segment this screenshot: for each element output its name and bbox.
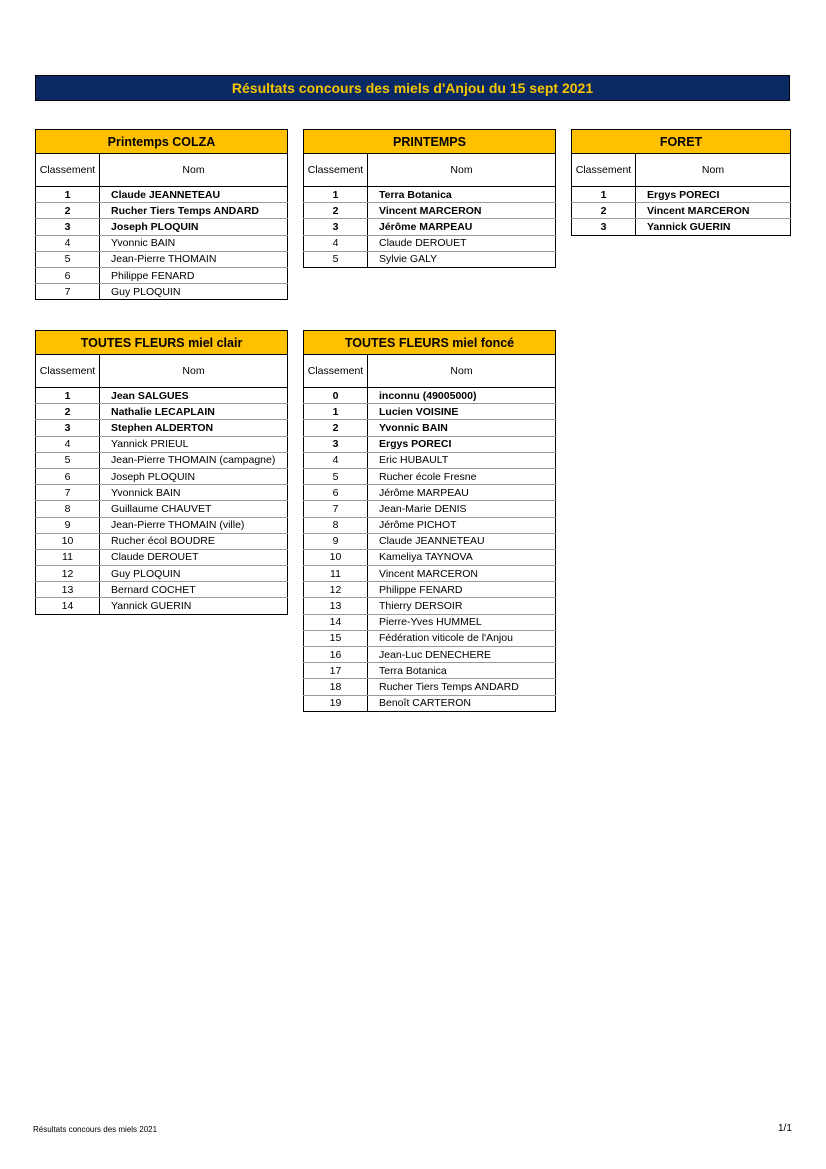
column-header-rank: Classement [36,154,100,187]
table-row [36,485,288,501]
name-cell: Philippe FENARD [100,267,288,283]
table-row [304,598,556,614]
name-cell: Terra Botanica [368,187,556,203]
results-table-printemps-colza [35,129,288,300]
table-row [36,436,288,452]
rank-cell: 7 [36,284,100,300]
name-cell: Yvonnic BAIN [100,235,288,251]
table-row [36,267,288,283]
rank-cell: 5 [304,251,368,267]
table-row [304,549,556,565]
name-cell: Rucher Tiers Temps ANDARD [100,203,288,219]
results-table-toutes-fleurs-fonce [303,330,556,712]
footer-page-number: 1/1 [778,1123,792,1134]
name-cell: Jean-Pierre THOMAIN [100,251,288,267]
category-header: TOUTES FLEURS miel foncé [304,331,556,355]
results-table-foret [571,129,791,236]
column-header-rank: Classement [304,154,368,187]
rank-cell: 3 [36,420,100,436]
table-row [36,598,288,614]
name-cell: Stephen ALDERTON [100,420,288,436]
table-row [36,468,288,484]
category-header: FORET [572,130,791,154]
name-cell: Claude JEANNETEAU [368,533,556,549]
rank-cell: 1 [572,187,636,203]
rank-cell: 4 [36,436,100,452]
name-cell: Joseph PLOQUIN [100,468,288,484]
name-cell: Joseph PLOQUIN [100,219,288,235]
table-row [304,533,556,549]
rank-cell: 6 [36,267,100,283]
table-row [36,219,288,235]
rank-cell: 11 [36,549,100,565]
column-header-rank: Classement [36,355,100,388]
name-cell: Rucher Tiers Temps ANDARD [368,679,556,695]
rank-cell: 13 [304,598,368,614]
table-row [304,582,556,598]
name-cell: Sylvie GALY [368,251,556,267]
results-table-toutes-fleurs-clair [35,330,288,615]
table-row [304,203,556,219]
rank-cell: 18 [304,679,368,695]
rank-cell: 2 [572,203,636,219]
column-header-name: Nom [368,154,556,187]
rank-cell: 14 [304,614,368,630]
category-header: TOUTES FLEURS miel clair [36,331,288,355]
table-row [36,284,288,300]
table-row [36,404,288,420]
table-row [304,251,556,267]
name-cell: Fédération viticole de l'Anjou [368,630,556,646]
rank-cell: 3 [572,219,636,235]
rank-cell: 1 [304,404,368,420]
table-row [36,517,288,533]
name-cell: Ergys PORECI [636,187,791,203]
category-header: PRINTEMPS [304,130,556,154]
rank-cell: 17 [304,663,368,679]
table-row [304,501,556,517]
table-row [36,203,288,219]
name-cell: Rucher école Fresne [368,468,556,484]
table-row [36,420,288,436]
rank-cell: 10 [304,549,368,565]
rank-cell: 14 [36,598,100,614]
name-cell: Yannick GUERIN [636,219,791,235]
table-row [304,187,556,203]
rank-cell: 1 [304,187,368,203]
column-header-name: Nom [368,355,556,388]
page-title: Résultats concours des miels d'Anjou du 15 sept 2021 [35,75,790,101]
name-cell: Yvonnic BAIN [368,420,556,436]
name-cell: Jean-Luc DENECHERE [368,647,556,663]
table-row [304,695,556,711]
table-row [304,566,556,582]
rank-cell: 8 [304,517,368,533]
table-row [36,251,288,267]
table-row [36,501,288,517]
table-row [304,420,556,436]
rank-cell: 2 [304,203,368,219]
table-row [36,388,288,404]
rank-cell: 19 [304,695,368,711]
category-header: Printemps COLZA [36,130,288,154]
rank-cell: 5 [36,452,100,468]
rank-cell: 5 [304,468,368,484]
name-cell: Claude DEROUET [100,549,288,565]
name-cell: Benoît CARTERON [368,695,556,711]
rank-cell: 8 [36,501,100,517]
rank-cell: 1 [36,388,100,404]
column-header-rank: Classement [304,355,368,388]
rank-cell: 9 [304,533,368,549]
table-row [304,388,556,404]
rank-cell: 15 [304,630,368,646]
table-row [304,679,556,695]
rank-cell: 9 [36,517,100,533]
name-cell: Ergys PORECI [368,436,556,452]
name-cell: Lucien VOISINE [368,404,556,420]
name-cell: Jean SALGUES [100,388,288,404]
column-header-name: Nom [100,154,288,187]
name-cell: Nathalie LECAPLAIN [100,404,288,420]
table-row [572,203,791,219]
name-cell: Vincent MARCERON [368,203,556,219]
rank-cell: 4 [304,452,368,468]
name-cell: Jérôme MARPEAU [368,219,556,235]
name-cell: Yvonnick BAIN [100,485,288,501]
table-row [572,219,791,235]
footer-document-name: Résultats concours des miels 2021 [33,1125,158,1134]
rank-cell: 6 [304,485,368,501]
rank-cell: 0 [304,388,368,404]
table-row [36,452,288,468]
table-row [36,582,288,598]
table-row [304,614,556,630]
rank-cell: 13 [36,582,100,598]
name-cell: Jean-Pierre THOMAIN (campagne) [100,452,288,468]
table-row [304,468,556,484]
table-row [304,663,556,679]
name-cell: Kameliya TAYNOVA [368,549,556,565]
rank-cell: 16 [304,647,368,663]
rank-cell: 10 [36,533,100,549]
rank-cell: 12 [304,582,368,598]
table-row [36,235,288,251]
name-cell: Yannick PRIEUL [100,436,288,452]
column-header-name: Nom [100,355,288,388]
rank-cell: 7 [36,485,100,501]
name-cell: Guy PLOQUIN [100,284,288,300]
rank-cell: 2 [304,420,368,436]
name-cell: Philippe FENARD [368,582,556,598]
rank-cell: 11 [304,566,368,582]
name-cell: Eric HUBAULT [368,452,556,468]
name-cell: Yannick GUERIN [100,598,288,614]
column-header-rank: Classement [572,154,636,187]
table-row [304,485,556,501]
table-row [36,549,288,565]
results-table-printemps [303,129,556,268]
name-cell: Vincent MARCERON [636,203,791,219]
name-cell: Thierry DERSOIR [368,598,556,614]
rank-cell: 6 [36,468,100,484]
name-cell: Vincent MARCERON [368,566,556,582]
name-cell: Guy PLOQUIN [100,566,288,582]
table-row [572,187,791,203]
name-cell: Claude JEANNETEAU [100,187,288,203]
rank-cell: 3 [304,219,368,235]
rank-cell: 4 [36,235,100,251]
rank-cell: 12 [36,566,100,582]
table-row [36,187,288,203]
rank-cell: 3 [36,219,100,235]
table-row [304,517,556,533]
table-row [304,404,556,420]
table-row [304,235,556,251]
name-cell: Claude DEROUET [368,235,556,251]
rank-cell: 2 [36,203,100,219]
table-row [304,436,556,452]
name-cell: Jean-Pierre THOMAIN (ville) [100,517,288,533]
name-cell: Terra Botanica [368,663,556,679]
table-row [36,533,288,549]
table-row [304,219,556,235]
column-header-name: Nom [636,154,791,187]
rank-cell: 7 [304,501,368,517]
rank-cell: 4 [304,235,368,251]
table-row [304,630,556,646]
name-cell: Pierre-Yves HUMMEL [368,614,556,630]
rank-cell: 3 [304,436,368,452]
table-row [304,647,556,663]
name-cell: Jérôme PICHOT [368,517,556,533]
name-cell: Jérôme MARPEAU [368,485,556,501]
table-row [36,566,288,582]
name-cell: Guillaume CHAUVET [100,501,288,517]
rank-cell: 5 [36,251,100,267]
name-cell: Jean-Marie DENIS [368,501,556,517]
rank-cell: 2 [36,404,100,420]
name-cell: Bernard COCHET [100,582,288,598]
name-cell: Rucher écol BOUDRE [100,533,288,549]
rank-cell: 1 [36,187,100,203]
table-row [304,452,556,468]
name-cell: inconnu (49005000) [368,388,556,404]
